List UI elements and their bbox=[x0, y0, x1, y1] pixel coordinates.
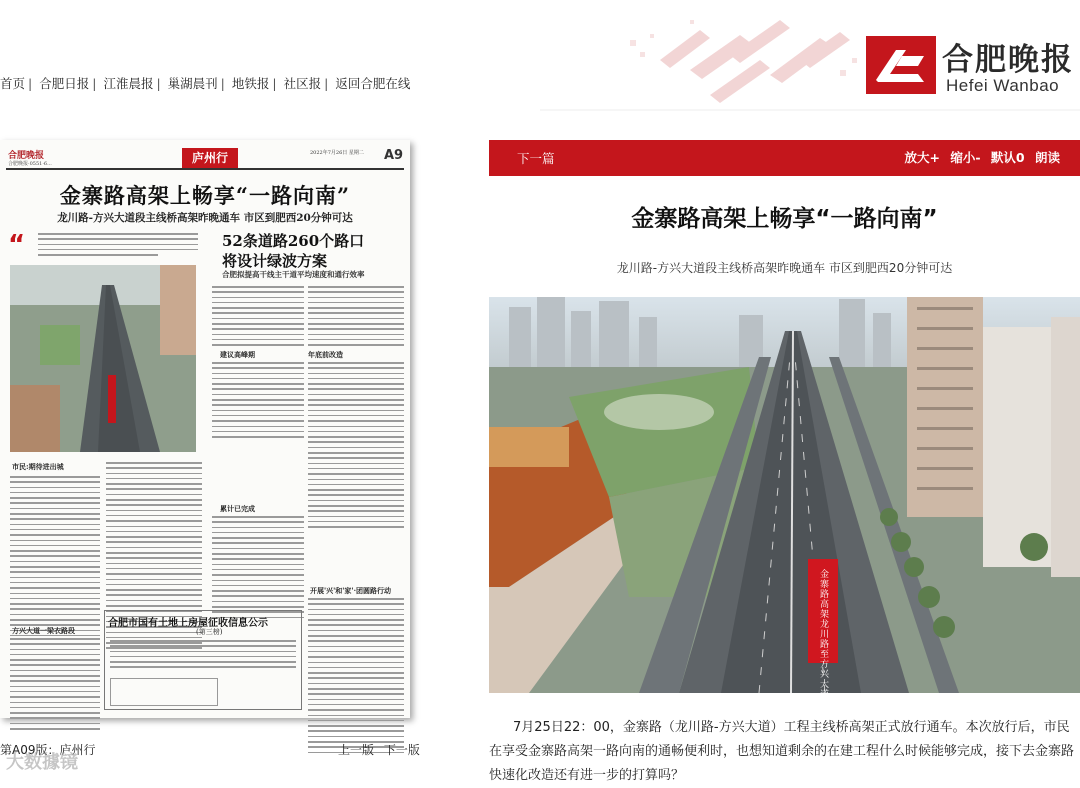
top-nav bbox=[0, 74, 410, 92]
page-navigation bbox=[338, 741, 420, 758]
nav-separator: | bbox=[324, 76, 329, 91]
nav-metro-paper[interactable]: 地铁报 bbox=[231, 76, 270, 91]
site-logo[interactable] bbox=[866, 30, 1076, 100]
photo-banner-text: 金寨路高架龙川路至方兴大道段主线桥正式通车 bbox=[818, 569, 828, 779]
paper-date: 2022年7月26日 星期二 bbox=[310, 150, 364, 156]
paper-notice-text bbox=[110, 640, 296, 672]
paper-column-1 bbox=[212, 286, 304, 350]
paper-column-3 bbox=[212, 362, 304, 441]
nav-separator: | bbox=[28, 76, 33, 91]
paper-page-label: 第A09版：庐州行 bbox=[0, 743, 96, 757]
nav-jianghuai-morning[interactable]: 江淮晨报 bbox=[103, 76, 154, 91]
article-tools bbox=[899, 148, 1060, 166]
nav-separator: | bbox=[156, 76, 161, 91]
paper-masthead bbox=[6, 146, 404, 170]
paper-col-head: 开展'兴'和'家'·团圆路行动 bbox=[310, 586, 392, 595]
paper-column-6 bbox=[10, 476, 100, 640]
zoom-in-button[interactable]: 放大+ bbox=[904, 150, 940, 165]
logo-chinese: 合肥晚报 bbox=[942, 42, 1074, 78]
nav-back-hefei-online[interactable]: 返回合肥在线 bbox=[335, 76, 411, 91]
read-aloud-button[interactable]: 朗读 bbox=[1034, 150, 1060, 165]
nav-hefei-daily[interactable]: 合肥日报 bbox=[39, 76, 90, 91]
logo-english: Hefei Wanbao bbox=[946, 76, 1060, 95]
logo-mark-icon bbox=[866, 36, 936, 94]
paper-col-head: 年底前改造 bbox=[308, 350, 343, 359]
site-header bbox=[0, 0, 1080, 120]
default-size-button[interactable]: 默认0 bbox=[990, 150, 1025, 165]
paper-column-4 bbox=[308, 362, 404, 532]
paper-column-9 bbox=[308, 598, 404, 757]
next-article-link[interactable]: 下一篇 bbox=[517, 151, 555, 166]
nav-separator: | bbox=[272, 76, 277, 91]
paper-side-subhead: 合肥拟提高干线主干道平均速度和通行效率 bbox=[222, 270, 365, 279]
paper-lead-text bbox=[38, 233, 198, 259]
prev-page-link[interactable]: 上一版 bbox=[338, 743, 375, 757]
paper-photo[interactable] bbox=[10, 265, 196, 452]
paper-column-8 bbox=[10, 638, 100, 733]
paper-column-5 bbox=[212, 516, 304, 622]
article-body: 7月25日22：00，金寨路（龙川路-方兴大道）工程主线桥高架正式放行通车。本次放行后，市民在享受金寨路高架一路向南的通畅便利时，也想知道剩余的在建工程什么时候能够完成，接下去金寨路快速化改造还有进一步的打算吗？ bbox=[489, 720, 1075, 783]
nav-community-paper[interactable]: 社区报 bbox=[283, 76, 322, 91]
quote-mark-icon: “ bbox=[8, 230, 26, 260]
paper-notice-title: 合肥市国有土地上房屋征收信息公示 bbox=[108, 618, 268, 629]
nav-separator: | bbox=[220, 76, 225, 91]
paper-photo-image bbox=[10, 265, 196, 452]
paper-notice-sub: (第三榜) bbox=[196, 628, 223, 636]
paper-col-head: 累计已完成 bbox=[220, 504, 255, 513]
paper-subhead: 龙川路-方兴大道段主线桥高架昨晚通车 市区到肥西20分钟可达 bbox=[57, 212, 353, 224]
paper-section-tag: 庐州行 bbox=[182, 148, 238, 168]
paper-headline[interactable]: 金寨路高架上畅享“一路向南” bbox=[59, 183, 351, 208]
article-title: 金寨路高架上畅享“一路向南” bbox=[631, 206, 938, 232]
paper-column-2 bbox=[308, 286, 404, 350]
paper-col-head: 市民:期待进出城 bbox=[12, 462, 64, 471]
article-toolbar bbox=[489, 140, 1080, 176]
paper-col-head: 建议高峰期 bbox=[220, 350, 255, 359]
paper-side-headline-2: 将设计绿波方案 bbox=[222, 252, 328, 270]
zoom-out-button[interactable]: 缩小- bbox=[950, 150, 981, 165]
article-subtitle: 龙川路-方兴大道段主线桥高架昨晚通车 市区到肥西20分钟可达 bbox=[616, 261, 953, 275]
paper-col-head: 方兴大道一梁衣路段 bbox=[12, 626, 75, 635]
newspaper-page-thumbnail[interactable] bbox=[0, 140, 410, 718]
next-page-link[interactable]: 下一版 bbox=[383, 743, 420, 757]
nav-separator: | bbox=[92, 76, 97, 91]
paper-brand-sub: 合肥晚报·0551·6... bbox=[8, 161, 52, 167]
paper-page-number: A9 bbox=[384, 148, 404, 163]
paper-notice-table bbox=[110, 678, 218, 706]
watermark: 大数據镜 bbox=[6, 752, 78, 773]
nav-home[interactable]: 首页 bbox=[0, 76, 26, 91]
paper-brand: 合肥晚报 bbox=[8, 151, 45, 161]
paper-side-headline-1[interactable]: 52条道路260个路口 bbox=[222, 232, 365, 250]
nav-chaohu-morning[interactable]: 巢湖晨刊 bbox=[167, 76, 218, 91]
